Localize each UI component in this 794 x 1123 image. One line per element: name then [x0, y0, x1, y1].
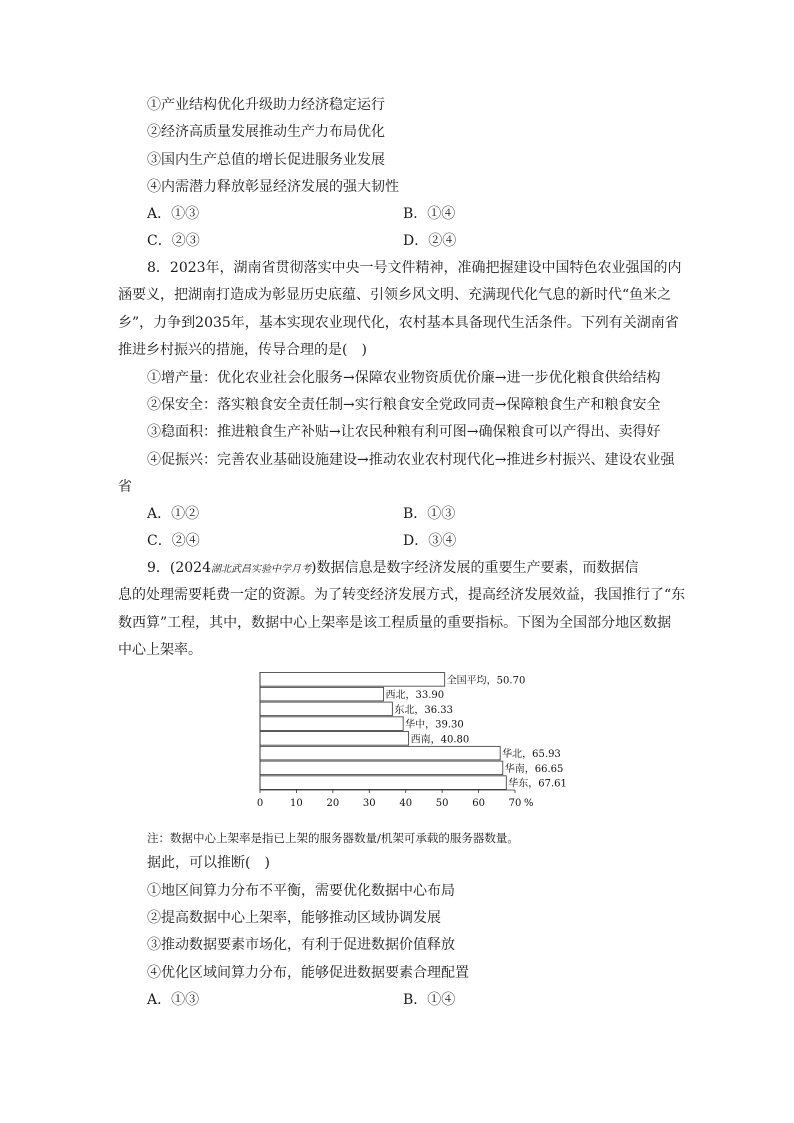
q8-item-1: ①增产量：优化农业社会化服务→保障农业物资质优价廉→进一步优化粮食供给结构 — [147, 370, 661, 386]
q9-prompt: 据此，可以推断( ) — [147, 855, 270, 871]
q8-option-b: B．①③ — [403, 506, 456, 522]
q8-stem-line-3: 乡”，力争到2035年，基本实现农业现代化，农村基本具备现代生活条件。下列有关湖南省 — [118, 315, 679, 331]
q8-stem-line-4: 推进乡村振兴的措施，传导合理的是( ) — [118, 342, 367, 358]
q8-item-4-cont: 省 — [118, 479, 132, 495]
q8-item-2: ②保安全：落实粮食安全责任制→实行粮食安全党政同责→保障粮食生产和粮食安全 — [147, 397, 661, 413]
q9-stem-line-3: 数西算”工程，其中，数据中心上架率是该工程质量的重要指标。下图为全国部分地区数据 — [118, 615, 672, 631]
bar-label-3: 东北，36.33 — [394, 704, 453, 716]
x-tick-label-0: 0 — [256, 798, 264, 809]
q7-item-2: ②经济高质量发展推动生产力布局优化 — [147, 124, 385, 140]
bar-1 — [260, 673, 445, 687]
x-tick-label-40: 40 — [399, 798, 413, 809]
q9-item-3: ③推动数据要素市场化，有利于促进数据价值释放 — [147, 937, 455, 953]
q9-stem-rest: )数据信息是数字经济发展的重要生产要素，而数据信 — [311, 560, 639, 576]
q7-option-c: C．②③ — [147, 233, 200, 249]
q9-item-1: ①地区间算力分布不平衡，需要优化数据中心布局 — [147, 883, 455, 899]
q7-item-1: ①产业结构优化升级助力经济稳定运行 — [147, 97, 385, 113]
q9-item-4: ④优化区域间算力分布，能够促进数据要素合理配置 — [147, 965, 469, 981]
q8-item-3: ③稳面积：推进粮食生产补贴→让农民种粮有利可图→确保粮食可以产得出、卖得好 — [147, 424, 661, 440]
x-tick-label-30: 30 — [362, 798, 376, 809]
q9-option-a: A．①③ — [147, 992, 200, 1008]
q7-option-b: B．①④ — [403, 206, 456, 222]
x-tick-label-70: 70 — [508, 798, 522, 809]
q7-item-3: ③国内生产总值的增长促进服务业发展 — [147, 152, 385, 168]
bar-label-6: 华北，65.93 — [502, 749, 561, 761]
q7-option-d: D．②④ — [403, 233, 457, 249]
bar-label-7: 华南，66.65 — [504, 763, 564, 775]
x-tick-label-60: 60 — [472, 798, 485, 809]
bar-5 — [260, 732, 409, 746]
x-tick-label-20: 20 — [326, 798, 340, 809]
q8-item-4: ④促振兴：完善农业基础设施建设→推动农业农村现代化→推进乡村振兴、建设农业强 — [147, 452, 675, 468]
bar-label-5: 西南，40.80 — [410, 734, 470, 746]
q9-stem-line-4: 中心上架率。 — [118, 642, 202, 658]
bar-8 — [260, 776, 506, 790]
q8-option-d: D．③④ — [403, 533, 457, 549]
x-tick-label-50: 50 — [435, 798, 449, 809]
bar-label-1: 全国平均，50.70 — [446, 675, 526, 687]
x-unit-label: % — [524, 798, 534, 809]
q8-option-a: A．①② — [147, 506, 200, 522]
x-tick-label-10: 10 — [290, 798, 303, 809]
q9-number: 9．(2024 — [147, 560, 211, 576]
q8-stem-line-1: 8．2023年，湖南省贯彻落实中央一号文件精神，准确把握建设中国特色农业强国的内 — [147, 260, 682, 276]
bar-4 — [260, 717, 403, 731]
bar-7 — [260, 761, 503, 775]
bar-label-8: 华东，67.61 — [508, 778, 567, 790]
q9-source: 湖北武昌实验中学月考 — [211, 564, 311, 575]
q8-stem-line-2: 涵要义，把湖南打造成为彰显历史底蕴、引领乡风文明、充满现代化气息的新时代“鱼米之 — [118, 287, 672, 303]
bar-label-4: 华中，39.30 — [405, 719, 464, 731]
q9-stem-line-1 — [147, 559, 638, 579]
bar-3 — [260, 702, 392, 716]
q8-option-c: C．②④ — [147, 533, 200, 549]
q7-item-4: ④内需潜力释放彰显经济发展的强大韧性 — [147, 179, 399, 195]
q7-option-a: A．①③ — [147, 206, 200, 222]
bar-6 — [260, 746, 500, 760]
q9-option-b: B．①④ — [403, 992, 456, 1008]
q9-stem-line-2: 息的处理需要耗费一定的资源。为了转变经济发展方式，提高经济发展效益，我国推行了“东 — [118, 587, 686, 603]
q9-item-2: ②提高数据中心上架率，能够推动区域协调发展 — [147, 910, 441, 926]
bar-2 — [260, 687, 383, 701]
bar-label-2: 西北，33.90 — [385, 690, 445, 702]
data-center-rack-rate-chart — [240, 668, 567, 818]
chart-note: 注：数据中心上架率是指已上架的服务器数量/机架可承载的服务器数量。 — [147, 831, 519, 845]
